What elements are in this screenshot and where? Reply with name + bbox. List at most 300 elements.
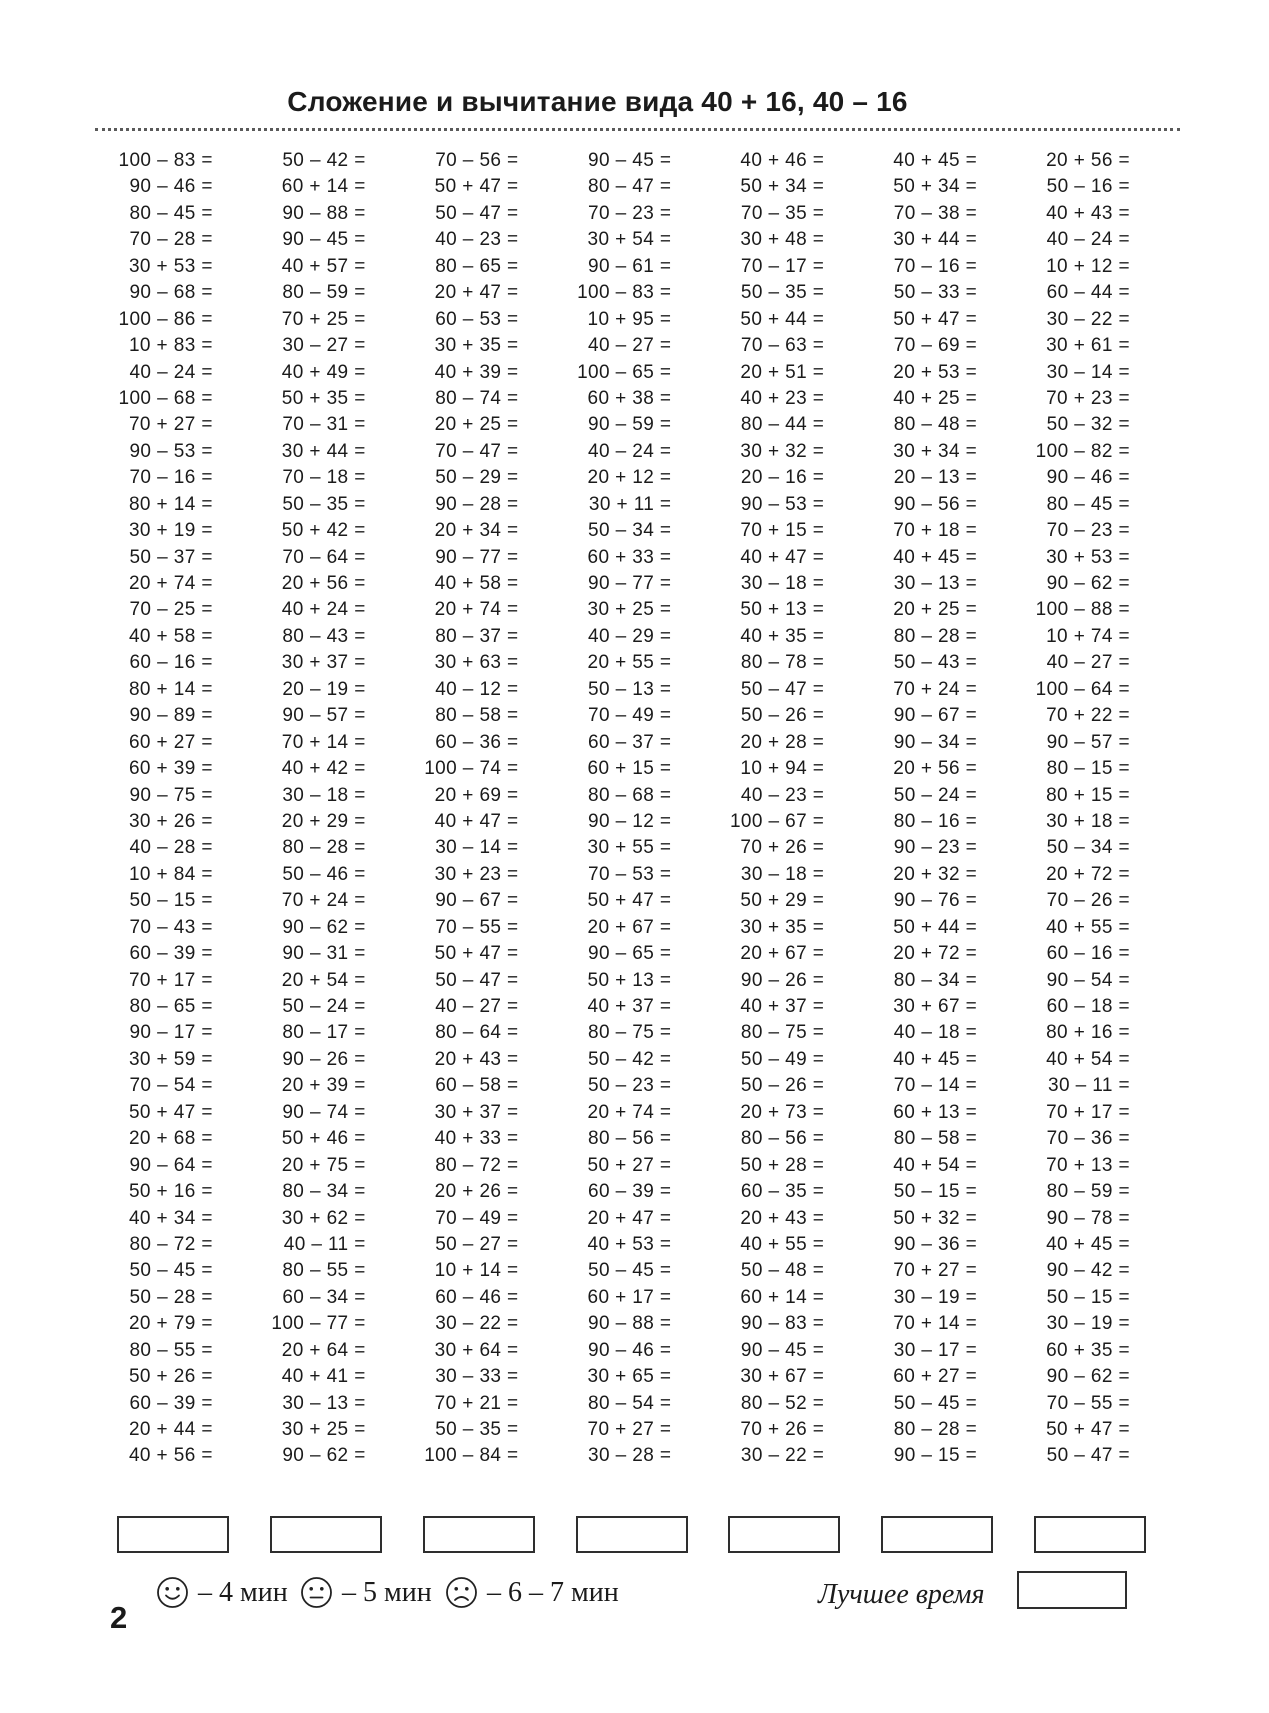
legend-item-neutral xyxy=(300,1576,432,1609)
expression-cell: 50 – 15 = xyxy=(893,1181,978,1203)
expression-cell: 40 + 56 = xyxy=(128,1445,213,1467)
expression-cell: 50 – 32 = xyxy=(1046,414,1130,436)
expression-cell: 30 + 44 = xyxy=(893,229,978,251)
expression-cell: 50 + 47 = xyxy=(434,176,519,198)
expression-cell: 80 – 37 = xyxy=(435,625,519,647)
expression-cell: 30 + 65 = xyxy=(587,1366,672,1388)
expression-cell: 20 – 19 = xyxy=(282,678,366,700)
expression-cell: 60 – 39 = xyxy=(129,943,213,965)
expression-cell: 70 + 15 = xyxy=(740,520,825,542)
expression-cell: 60 – 34 = xyxy=(282,1286,366,1308)
expression-cell: 20 + 54 = xyxy=(281,969,366,991)
expression-cell: 50 – 47 = xyxy=(435,202,519,224)
expression-cell: 40 + 58 = xyxy=(434,573,519,594)
expression-cell: 40 – 11 = xyxy=(283,1233,366,1255)
expression-cell: 60 + 14 = xyxy=(740,1286,825,1308)
smiley-neutral-icon xyxy=(300,1576,333,1609)
expression-cell: 90 – 28 = xyxy=(435,493,519,515)
expression-cell: 50 – 24 = xyxy=(893,784,978,806)
answer-box[interactable] xyxy=(117,1516,229,1553)
expression-cell: 80 – 58 = xyxy=(893,1128,978,1150)
expression-cell: 90 – 36 = xyxy=(893,1233,978,1255)
expression-cell: 60 – 53 = xyxy=(435,308,519,330)
expression-cell: 60 + 15 = xyxy=(587,758,672,780)
expression-cell: 90 – 46 = xyxy=(1046,467,1130,489)
expression-cell: 80 – 48 = xyxy=(893,414,978,436)
expression-cell: 100 – 84 = xyxy=(424,1445,519,1467)
expression-cell: 50 + 35 = xyxy=(281,387,366,409)
expression-cell: 50 – 37 = xyxy=(129,546,213,568)
expression-cell: 90 – 46 = xyxy=(129,176,213,198)
expression-cell: 90 – 67 = xyxy=(893,705,978,727)
expression-cell: 60 + 27 = xyxy=(128,731,213,753)
expression-cell: 30 – 11 = xyxy=(1048,1075,1130,1097)
expression-cell: 30 – 19 = xyxy=(1046,1313,1130,1335)
expression-cell: 90 – 26 = xyxy=(740,969,825,991)
expression-cell: 20 + 74 = xyxy=(587,1101,672,1123)
expression-cell: 50 – 35 = xyxy=(435,1419,519,1440)
expression-cell: 90 – 68 = xyxy=(129,282,213,304)
expression-cell: 50 – 45 = xyxy=(893,1392,978,1414)
expression-cell: 60 – 58 = xyxy=(435,1075,519,1097)
expression-cell: 50 – 28 = xyxy=(129,1286,213,1308)
expression-cell: 10 + 84 = xyxy=(128,863,213,885)
expression-cell: 60 + 17 = xyxy=(587,1286,672,1308)
expression-cell: 70 – 49 = xyxy=(588,705,672,727)
expression-cell: 30 + 25 = xyxy=(587,599,672,621)
expression-cell: 80 + 15 = xyxy=(1046,784,1130,806)
expression-cell: 20 + 26 = xyxy=(434,1181,519,1203)
expression-cell: 50 + 28 = xyxy=(740,1154,825,1176)
expression-cell: 70 – 56 = xyxy=(435,150,519,171)
expression-cell: 20 + 69 = xyxy=(434,784,519,806)
expression-cell: 100 – 86 = xyxy=(118,308,213,330)
expression-cell: 30 – 22 = xyxy=(1046,308,1130,330)
expression-cell: 70 – 53 = xyxy=(588,863,672,885)
expression-cell: 40 – 24 = xyxy=(1046,229,1130,251)
expression-cell: 30 + 54 = xyxy=(587,229,672,251)
expression-cell: 40 – 24 = xyxy=(129,361,213,383)
expression-cell: 70 + 14 = xyxy=(893,1313,978,1335)
expression-cell: 50 – 33 = xyxy=(893,282,978,304)
expression-cell: 50 – 42 = xyxy=(588,1048,672,1070)
expression-cell: 50 + 44 = xyxy=(740,308,825,330)
expression-cell: 80 – 55 = xyxy=(282,1260,366,1282)
expression-cell: 20 + 12 = xyxy=(587,467,672,489)
expression-cell: 50 + 34 = xyxy=(740,176,825,198)
expression-cell: 40 + 45 = xyxy=(893,150,978,171)
best-time-label: Лучшее время xyxy=(818,1579,985,1610)
expression-cell: 20 + 67 = xyxy=(740,943,825,965)
answer-box-row xyxy=(100,1516,1170,1553)
smiley-sad-icon xyxy=(445,1576,478,1609)
expression-cell: 30 + 37 = xyxy=(434,1101,519,1123)
expression-cell: 30 + 23 = xyxy=(434,863,519,885)
expression-cell: 60 + 27 = xyxy=(893,1366,978,1388)
expression-cell: 30 + 19 = xyxy=(128,520,213,542)
expression-cell: 70 – 35 = xyxy=(740,202,825,224)
expression-cell: 40 – 12 = xyxy=(435,678,519,700)
expression-cell: 100 – 74 = xyxy=(424,758,519,780)
expression-cell: 20 + 34 = xyxy=(434,520,519,542)
expression-cell: 70 – 23 = xyxy=(1046,520,1130,542)
expression-cell: 40 – 28 = xyxy=(129,837,213,859)
expression-cell: 100 – 82 = xyxy=(1035,440,1130,462)
expression-cell: 40 + 45 = xyxy=(893,546,978,568)
expression-cell: 20 + 25 = xyxy=(434,414,519,436)
expression-cell: 30 + 18 = xyxy=(1046,810,1130,832)
expression-cell: 90 – 65 = xyxy=(588,943,672,965)
expression-cell: 90 – 57 = xyxy=(1046,731,1130,753)
expression-cell: 30 – 14 = xyxy=(435,837,519,859)
expression-cell: 20 + 72 = xyxy=(1046,863,1130,885)
expression-cell: 50 – 47 = xyxy=(435,969,519,991)
expression-cell: 50 – 26 = xyxy=(740,705,825,727)
expression-cell: 50 – 27 = xyxy=(435,1233,519,1255)
expression-cell: 70 + 14 = xyxy=(281,731,366,753)
expression-cell: 40 + 45 = xyxy=(1046,1233,1130,1255)
expression-cell: 20 – 16 = xyxy=(740,467,825,489)
expression-cell: 20 – 13 = xyxy=(893,467,978,489)
expression-cell: 50 – 48 = xyxy=(740,1260,825,1282)
expression-cell: 50 – 15 = xyxy=(1046,1286,1130,1308)
expression-cell: 80 – 34 = xyxy=(893,969,978,991)
expression-cell: 30 + 67 = xyxy=(893,996,978,1017)
expression-cell: 50 – 29 = xyxy=(435,467,519,489)
expression-cell: 70 – 14 = xyxy=(893,1075,978,1097)
expression-cell: 90 – 54 = xyxy=(1046,969,1130,991)
expression-cell: 60 – 16 = xyxy=(129,652,213,674)
expression-cell: 70 + 21 = xyxy=(434,1392,519,1414)
expression-cell: 80 – 54 = xyxy=(588,1392,672,1414)
expression-cell: 60 – 35 = xyxy=(740,1181,825,1203)
expression-cell: 80 – 15 = xyxy=(1046,758,1130,780)
expression-cell: 30 – 19 = xyxy=(893,1286,978,1308)
expression-cell: 40 + 42 = xyxy=(281,758,366,780)
expression-cell: 50 – 15 = xyxy=(129,890,213,912)
expression-cell: 70 – 47 = xyxy=(435,440,519,462)
expression-cell: 100 – 83 = xyxy=(577,282,672,304)
expression-cell: 60 + 39 = xyxy=(128,758,213,780)
expression-cell: 90 – 77 = xyxy=(435,546,519,568)
legend-item-label: – 4 мин xyxy=(198,1576,288,1608)
expression-cell: 100 – 67 = xyxy=(729,810,825,832)
expression-cell: 70 + 27 = xyxy=(128,414,213,436)
expression-cell: 50 + 47 = xyxy=(893,308,978,330)
expression-cell: 100 – 65 = xyxy=(577,361,672,383)
expression-cell: 50 + 42 = xyxy=(281,520,366,542)
expression-cell: 40 + 46 = xyxy=(740,150,825,171)
expression-cell: 30 – 17 = xyxy=(893,1339,978,1361)
expression-cell: 70 – 55 = xyxy=(1046,1392,1130,1414)
expression-cell: 20 + 64 = xyxy=(281,1339,366,1361)
expression-cell: 70 – 25 = xyxy=(129,599,213,621)
expression-cell: 50 – 42 = xyxy=(282,150,366,171)
expression-cell: 90 – 34 = xyxy=(893,731,978,753)
expression-cell: 40 + 37 = xyxy=(587,996,672,1017)
expression-cell: 40 + 58 = xyxy=(128,625,213,647)
expression-cell: 40 + 33 = xyxy=(434,1128,519,1150)
expression-cell: 40 – 24 = xyxy=(588,440,672,462)
page-title: Сложение и вычитание вида 40 + 16, 40 – 16 xyxy=(287,86,908,117)
expression-cell: 90 – 59 = xyxy=(588,414,672,436)
expression-cell: 50 – 46 = xyxy=(282,863,366,885)
expression-cell: 50 + 47 = xyxy=(1046,1419,1130,1440)
expression-cell: 60 – 44 = xyxy=(1046,282,1130,304)
expression-cell: 70 + 24 = xyxy=(893,678,978,700)
expression-cell: 80 – 59 = xyxy=(1046,1181,1130,1203)
expression-cell: 70 – 31 = xyxy=(282,414,366,436)
expression-cell: 90 – 88 = xyxy=(588,1313,672,1335)
expression-cell: 70 – 69 = xyxy=(893,335,978,357)
expression-cell: 20 + 72 = xyxy=(893,943,978,965)
legend-item-sad xyxy=(445,1576,619,1609)
expression-cell: 80 – 72 = xyxy=(435,1154,519,1176)
answer-box[interactable] xyxy=(728,1516,840,1553)
expression-cell: 40 + 35 = xyxy=(740,625,825,647)
expression-cell: 90 – 78 = xyxy=(1046,1207,1130,1229)
expression-cell: 60 – 36 = xyxy=(435,731,519,753)
expression-cell: 20 + 47 = xyxy=(434,282,519,304)
answer-box[interactable] xyxy=(270,1516,382,1553)
expression-cell: 90 – 45 = xyxy=(588,150,672,171)
expression-cell: 50 + 34 = xyxy=(893,176,978,198)
expression-cell: 50 + 13 = xyxy=(740,599,825,621)
best-time-box[interactable] xyxy=(1017,1571,1127,1609)
expression-cell: 70 – 16 = xyxy=(129,467,213,489)
expression-cell: 30 + 53 = xyxy=(1046,546,1130,568)
expression-cell: 80 – 34 = xyxy=(282,1181,366,1203)
expression-cell: 80 – 45 = xyxy=(1046,493,1130,515)
expression-cell: 80 – 72 = xyxy=(129,1233,213,1255)
expression-cell: 10 + 83 = xyxy=(128,335,213,357)
expression-cell: 90 – 62 = xyxy=(1046,1366,1130,1388)
expression-cell: 50 + 32 = xyxy=(893,1207,978,1229)
expression-cell: 70 + 27 = xyxy=(893,1260,978,1282)
expression-cell: 30 + 32 = xyxy=(740,440,825,462)
expression-cell: 20 + 51 = xyxy=(740,361,825,383)
expression-cell: 30 – 33 = xyxy=(435,1366,519,1388)
expression-cell: 70 + 26 = xyxy=(740,1419,825,1440)
expression-cell: 90 – 77 = xyxy=(588,573,672,594)
expression-cell: 30 + 67 = xyxy=(740,1366,825,1388)
expression-cell: 70 – 16 = xyxy=(893,255,978,277)
expression-cell: 90 – 57 = xyxy=(282,705,366,727)
expression-cell: 70 – 43 = xyxy=(129,916,213,938)
expression-cell: 90 – 17 = xyxy=(129,1022,213,1044)
expression-cell: 60 – 39 = xyxy=(588,1181,672,1203)
expression-cell: 40 + 24 = xyxy=(281,599,366,621)
expression-cell: 80 – 28 = xyxy=(893,625,978,647)
expression-cell: 50 + 47 = xyxy=(128,1101,213,1123)
expression-cell: 30 + 44 = xyxy=(281,440,366,462)
expression-cell: 40 – 27 = xyxy=(435,996,519,1017)
expression-cell: 90 – 62 = xyxy=(282,916,366,938)
expression-cell: 30 – 22 = xyxy=(740,1445,825,1467)
expression-cell: 40 + 53 = xyxy=(587,1233,672,1255)
expression-cell: 80 – 74 = xyxy=(435,387,519,409)
expression-cell: 50 – 35 = xyxy=(740,282,825,304)
expression-cell: 10 + 14 = xyxy=(434,1260,519,1282)
expression-cell: 80 – 59 = xyxy=(282,282,366,304)
expression-cell: 20 + 56 = xyxy=(281,573,366,594)
expression-cell: 90 – 53 = xyxy=(740,493,825,515)
expression-cell: 30 + 34 = xyxy=(893,440,978,462)
expression-cell: 60 + 38 = xyxy=(587,387,672,409)
expression-cell: 20 + 47 = xyxy=(587,1207,672,1229)
expression-cell: 40 + 54 = xyxy=(1046,1048,1130,1070)
expression-cell: 90 – 76 = xyxy=(893,890,978,912)
expression-cell: 70 – 55 = xyxy=(435,916,519,938)
expression-cell: 30 – 18 = xyxy=(282,784,366,806)
expression-cell: 80 – 28 = xyxy=(282,837,366,859)
expression-cell: 20 + 68 = xyxy=(128,1128,213,1150)
expression-cell: 80 – 44 = xyxy=(740,414,825,436)
expression-cell: 50 – 23 = xyxy=(588,1075,672,1097)
expression-cell: 70 – 18 = xyxy=(282,467,366,489)
expression-cell: 20 + 29 = xyxy=(281,810,366,832)
expression-cell: 50 + 29 = xyxy=(740,890,825,912)
expression-cell: 80 – 68 = xyxy=(588,784,672,806)
expression-cell: 80 – 64 = xyxy=(435,1022,519,1044)
expression-cell: 70 – 17 = xyxy=(740,255,825,277)
expression-cell: 80 + 14 = xyxy=(128,678,213,700)
expression-cell: 40 + 55 = xyxy=(740,1233,825,1255)
expression-cell: 80 – 52 = xyxy=(740,1392,825,1414)
expression-cell: 20 + 25 = xyxy=(893,599,978,621)
expression-cell: 90 – 67 = xyxy=(435,890,519,912)
expression-cell: 40 – 23 = xyxy=(740,784,825,806)
expression-cell: 60 – 39 = xyxy=(129,1392,213,1414)
expression-cell: 100 – 88 = xyxy=(1035,599,1130,621)
expression-cell: 40 – 27 = xyxy=(1046,652,1130,674)
expression-cell: 30 + 55 = xyxy=(587,837,672,859)
expression-cell: 40 + 43 = xyxy=(1046,202,1130,224)
expression-cell: 50 – 24 = xyxy=(282,996,366,1017)
page-number: 2 xyxy=(110,1600,128,1635)
expression-cell: 40 + 41 = xyxy=(281,1366,366,1388)
expression-cell: 30 + 35 = xyxy=(434,335,519,357)
expression-cell: 90 – 42 = xyxy=(1046,1260,1130,1282)
expression-cell: 80 + 16 = xyxy=(1046,1022,1130,1044)
expression-cell: 80 – 65 = xyxy=(435,255,519,277)
expression-cell: 90 – 56 = xyxy=(893,493,978,515)
expression-cell: 70 – 28 = xyxy=(129,229,213,251)
expression-cell: 40 + 45 = xyxy=(893,1048,978,1070)
expression-cell: 20 + 28 = xyxy=(740,731,825,753)
expression-cell: 80 – 78 = xyxy=(740,652,825,674)
expression-cell: 70 + 17 = xyxy=(128,969,213,991)
expression-cell: 90 – 12 = xyxy=(588,810,672,832)
expression-cell: 30 + 53 = xyxy=(128,255,213,277)
expression-cell: 80 – 17 = xyxy=(282,1022,366,1044)
expression-cell: 70 + 25 = xyxy=(281,308,366,330)
expression-cell: 90 – 74 = xyxy=(282,1101,366,1123)
expression-cell: 30 – 13 = xyxy=(282,1392,366,1414)
expression-cell: 80 – 47 = xyxy=(588,176,672,198)
expression-cell: 30 – 22 = xyxy=(435,1313,519,1335)
expression-cell: 40 – 29 = xyxy=(588,625,672,647)
expression-cell: 70 – 64 = xyxy=(282,546,366,568)
expression-cell: 70 + 23 = xyxy=(1046,387,1130,409)
expression-cell: 100 – 64 = xyxy=(1035,678,1130,700)
expression-cell: 70 + 17 = xyxy=(1046,1101,1130,1123)
expression-cell: 40 + 34 = xyxy=(128,1207,213,1229)
expression-cell: 40 + 47 = xyxy=(434,810,519,832)
expression-cell: 50 – 45 = xyxy=(588,1260,672,1282)
answer-box[interactable] xyxy=(881,1516,993,1553)
expression-cell: 20 + 79 = xyxy=(128,1313,213,1335)
expression-cell: 40 + 57 = xyxy=(281,255,366,277)
expression-cell: 30 + 11 = xyxy=(588,493,672,515)
expression-cell: 50 + 27 = xyxy=(587,1154,672,1176)
expression-cell: 30 + 25 = xyxy=(281,1419,366,1440)
expression-cell: 10 + 74 = xyxy=(1046,625,1130,647)
expression-cell: 70 + 22 = xyxy=(1046,705,1130,727)
expression-cell: 50 + 47 = xyxy=(434,943,519,965)
expression-cell: 90 – 61 = xyxy=(588,255,672,277)
answer-box[interactable] xyxy=(1034,1516,1146,1553)
expression-cell: 40 – 23 = xyxy=(435,229,519,251)
expression-cell: 30 – 14 = xyxy=(1046,361,1130,383)
expression-cell: 80 – 65 = xyxy=(129,996,213,1017)
expression-cell: 90 – 45 = xyxy=(740,1339,825,1361)
expression-cell: 50 – 45 = xyxy=(129,1260,213,1282)
expression-cell: 50 – 43 = xyxy=(893,652,978,674)
expression-cell: 70 – 49 = xyxy=(435,1207,519,1229)
expression-cell: 60 – 37 = xyxy=(588,731,672,753)
expression-cell: 40 + 47 = xyxy=(740,546,825,568)
expression-cell: 100 – 77 = xyxy=(271,1313,366,1335)
expression-cell: 50 – 34 = xyxy=(588,520,672,542)
expression-cell: 20 + 67 = xyxy=(587,916,672,938)
expression-cell: 80 – 56 = xyxy=(740,1128,825,1150)
expression-cell: 20 + 53 = xyxy=(893,361,978,383)
expression-cell: 20 + 43 = xyxy=(740,1207,825,1229)
expression-cell: 90 – 89 = xyxy=(129,705,213,727)
expression-cell: 30 + 48 = xyxy=(740,229,825,251)
expression-cell: 40 + 23 = xyxy=(740,387,825,409)
expression-cell: 40 + 37 = xyxy=(740,996,825,1017)
expression-cell: 40 + 25 = xyxy=(893,387,978,409)
expression-cell: 50 – 13 = xyxy=(588,678,672,700)
expression-cell: 20 + 75 = xyxy=(281,1154,366,1176)
answer-box[interactable] xyxy=(423,1516,535,1553)
answer-box[interactable] xyxy=(576,1516,688,1553)
expression-cell: 30 – 13 = xyxy=(893,573,978,594)
expression-cell: 60 + 13 = xyxy=(893,1101,978,1123)
expression-grid xyxy=(100,148,1170,1470)
expression-cell: 80 – 16 = xyxy=(893,810,978,832)
expression-cell: 40 + 55 = xyxy=(1046,916,1130,938)
expression-cell: 50 + 13 = xyxy=(587,969,672,991)
expression-cell: 60 – 18 = xyxy=(1046,996,1130,1017)
expression-cell: 20 + 43 = xyxy=(434,1048,519,1070)
expression-cell: 90 – 83 = xyxy=(740,1313,825,1335)
expression-cell: 30 + 26 = xyxy=(128,810,213,832)
expression-cell: 90 – 53 = xyxy=(129,440,213,462)
expression-cell: 50 + 47 = xyxy=(587,890,672,912)
expression-cell: 90 – 64 = xyxy=(129,1154,213,1176)
dotted-divider xyxy=(95,128,1180,131)
expression-cell: 70 + 26 = xyxy=(740,837,825,859)
expression-cell: 30 + 59 = xyxy=(128,1048,213,1070)
expression-cell: 80 – 28 = xyxy=(893,1419,978,1440)
legend-item-label: – 5 мин xyxy=(342,1576,432,1608)
expression-cell: 20 + 44 = xyxy=(128,1419,213,1440)
expression-cell: 80 – 58 = xyxy=(435,705,519,727)
smiley-happy-icon xyxy=(156,1576,189,1609)
